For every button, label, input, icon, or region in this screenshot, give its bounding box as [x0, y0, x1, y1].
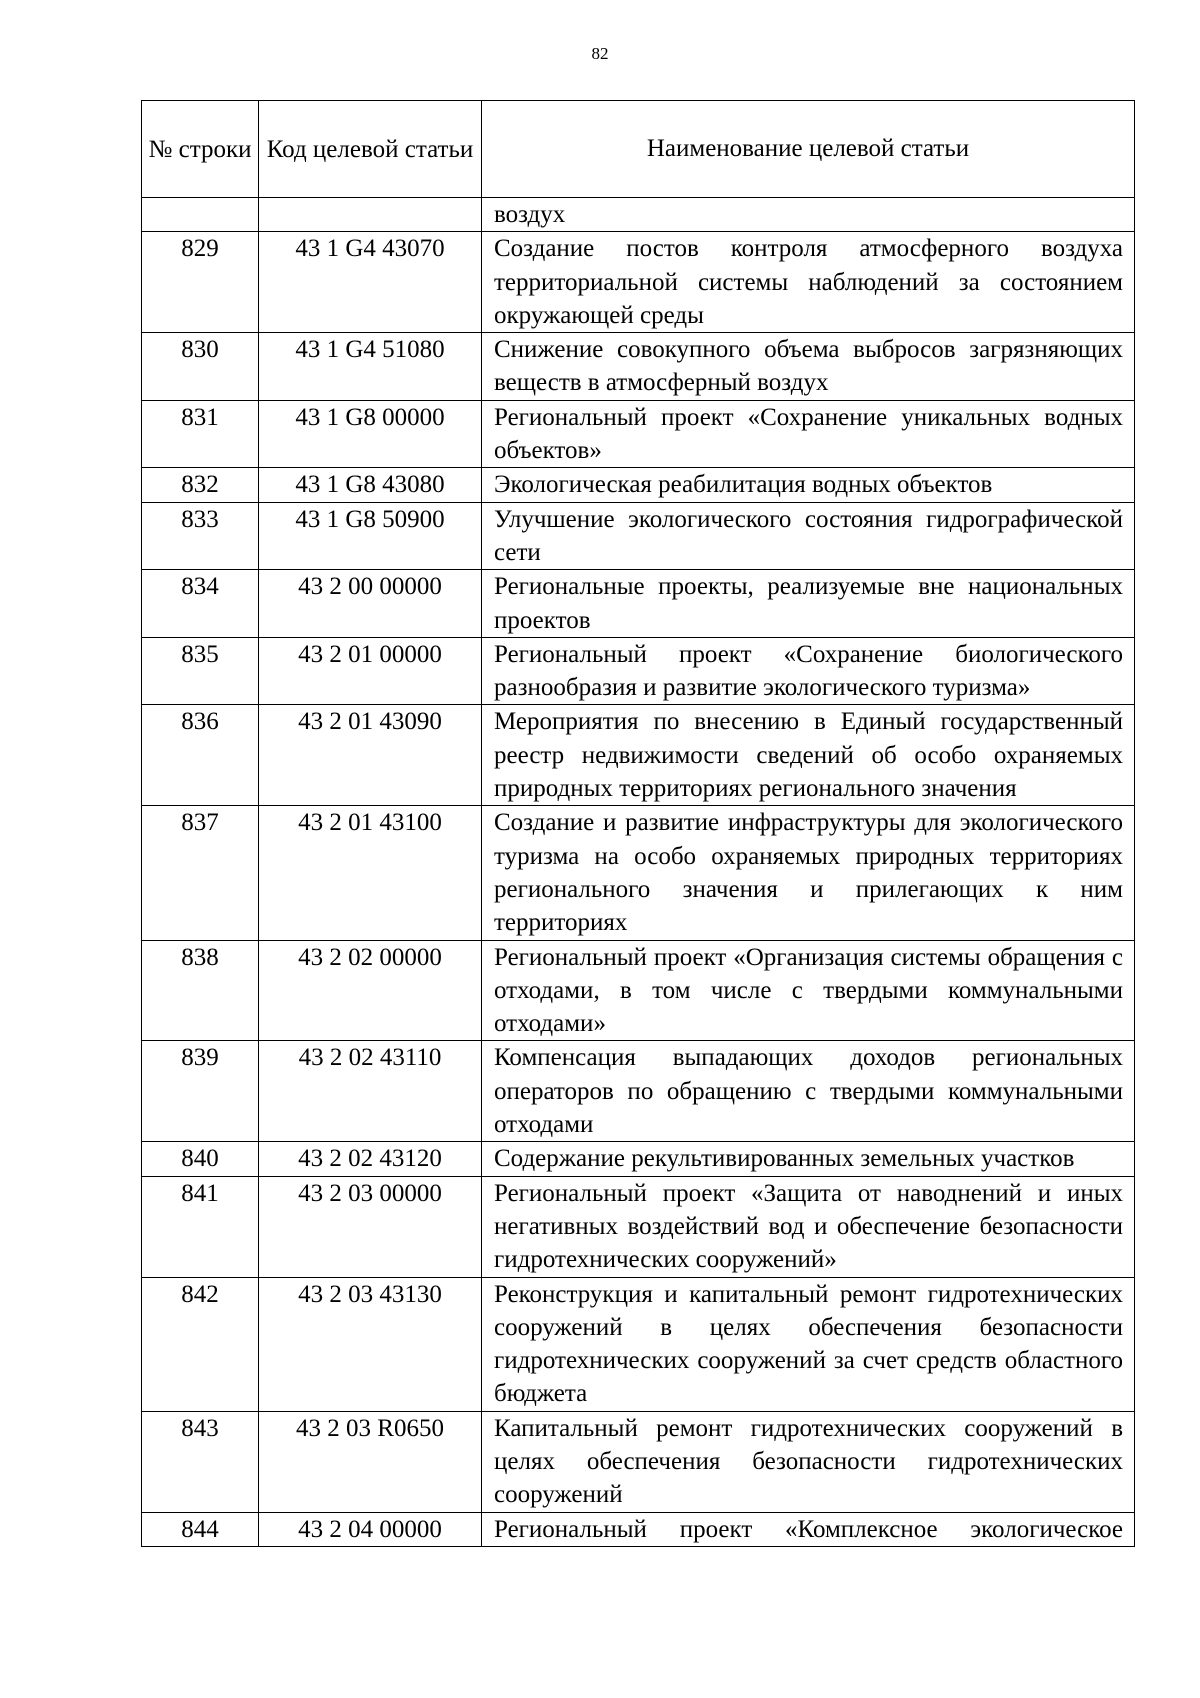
row-code: 43 2 02 43120 [259, 1142, 482, 1176]
row-name: Региональный проект «Защита от наводнений и иных негативных воздействий вод и обеспечение безопасности гидротехнических сооружений» [482, 1176, 1135, 1277]
row-name: Компенсация выпадающих доходов региональных операторов по обращению с твердыми коммунальными отходами [482, 1041, 1135, 1142]
row-number: 842 [142, 1277, 259, 1411]
row-name: Создание и развитие инфраструктуры для экологического туризма на особо охраняемых природных территориях регионального значения и прилегающих к ним территориях [482, 806, 1135, 940]
table-row [142, 940, 1135, 1041]
table-row [142, 570, 1135, 638]
table-row [142, 468, 1135, 502]
header-row-number: № строки [142, 101, 259, 198]
row-number: 835 [142, 637, 259, 705]
row-code: 43 2 04 00000 [259, 1512, 482, 1546]
row-code: 43 2 00 00000 [259, 570, 482, 638]
table-row [142, 1176, 1135, 1277]
table-row [142, 502, 1135, 570]
table-row [142, 637, 1135, 705]
row-number: 841 [142, 1176, 259, 1277]
row-code: 43 2 03 00000 [259, 1176, 482, 1277]
row-number: 840 [142, 1142, 259, 1176]
row-code: 43 2 01 00000 [259, 637, 482, 705]
row-code: 43 2 01 43090 [259, 705, 482, 806]
row-number: 844 [142, 1512, 259, 1546]
row-code: 43 1 G4 43070 [259, 232, 482, 333]
row-number: 832 [142, 468, 259, 502]
row-name: Капитальный ремонт гидротехнических сооружений в целях обеспечения безопасности гидротехнических сооружений [482, 1411, 1135, 1512]
row-number: 833 [142, 502, 259, 570]
row-name: Создание постов контроля атмосферного воздуха территориальной системы наблюдений за состоянием окружающей среды [482, 232, 1135, 333]
row-code: 43 1 G8 43080 [259, 468, 482, 502]
row-code [259, 198, 482, 232]
row-name: Региональный проект «Организация системы обращения с отходами, в том числе с твердыми коммунальными отходами» [482, 940, 1135, 1041]
row-number: 843 [142, 1411, 259, 1512]
table-header-row [142, 101, 1135, 198]
row-code: 43 2 03 43130 [259, 1277, 482, 1411]
table-row [142, 232, 1135, 333]
row-name: Региональный проект «Комплексное экологическое [482, 1512, 1135, 1546]
target-articles-table [141, 100, 1135, 1547]
row-number: 831 [142, 400, 259, 468]
row-number: 834 [142, 570, 259, 638]
row-name: Улучшение экологического состояния гидрографической сети [482, 502, 1135, 570]
row-number: 830 [142, 333, 259, 401]
row-name: Реконструкция и капитальный ремонт гидротехнических сооружений в целях обеспечения безопасности гидротехнических сооружений за счет средств областного бюджета [482, 1277, 1135, 1411]
table-row [142, 1142, 1135, 1176]
table-row [142, 806, 1135, 940]
row-name: Снижение совокупного объема выбросов загрязняющих веществ в атмосферный воздух [482, 333, 1135, 401]
row-number: 838 [142, 940, 259, 1041]
row-name: Содержание рекультивированных земельных участков [482, 1142, 1135, 1176]
row-number: 829 [142, 232, 259, 333]
page-number: 82 [591, 44, 609, 63]
table-row [142, 1277, 1135, 1411]
table-row [142, 198, 1135, 232]
row-number: 837 [142, 806, 259, 940]
row-code: 43 2 02 00000 [259, 940, 482, 1041]
row-number [142, 198, 259, 232]
row-code: 43 2 03 R0650 [259, 1411, 482, 1512]
row-code: 43 1 G4 51080 [259, 333, 482, 401]
table-row [142, 1411, 1135, 1512]
row-name: Региональный проект «Сохранение биологического разнообразия и развитие экологического туризма» [482, 637, 1135, 705]
row-name: Экологическая реабилитация водных объектов [482, 468, 1135, 502]
table-row [142, 1041, 1135, 1142]
row-name: Мероприятия по внесению в Единый государственный реестр недвижимости сведений об особо охраняемых природных территориях регионального значения [482, 705, 1135, 806]
table-row [142, 1512, 1135, 1546]
header-code: Код целевой статьи [259, 101, 482, 198]
row-code: 43 2 01 43100 [259, 806, 482, 940]
table-row [142, 333, 1135, 401]
header-name: Наименование целевой статьи [482, 101, 1135, 198]
row-code: 43 1 G8 50900 [259, 502, 482, 570]
row-number: 839 [142, 1041, 259, 1142]
row-name: Региональный проект «Сохранение уникальных водных объектов» [482, 400, 1135, 468]
table-row [142, 400, 1135, 468]
row-code: 43 2 02 43110 [259, 1041, 482, 1142]
row-name: Региональные проекты, реализуемые вне национальных проектов [482, 570, 1135, 638]
row-number: 836 [142, 705, 259, 806]
row-name: воздух [482, 198, 1135, 232]
table-row [142, 705, 1135, 806]
row-code: 43 1 G8 00000 [259, 400, 482, 468]
